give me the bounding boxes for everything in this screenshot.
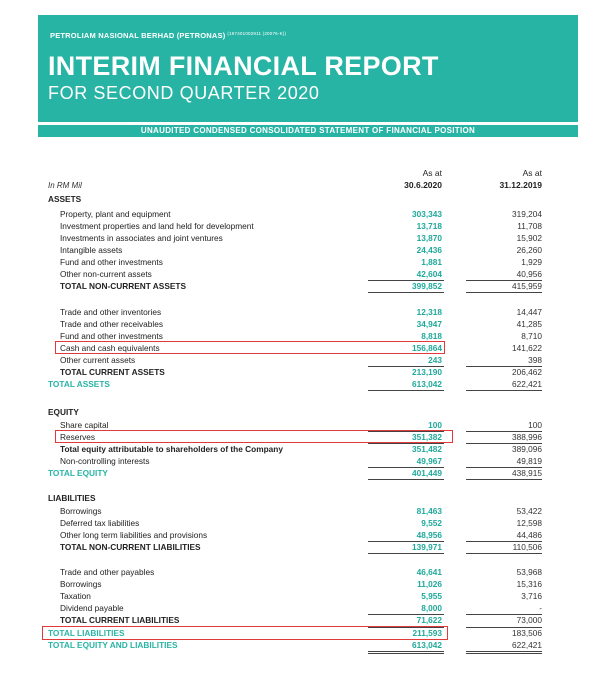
table-row: Trade and other receivables 34,947 41,285 <box>60 319 542 329</box>
report-header <box>38 15 578 122</box>
table-row: Investments in associates and joint ventures 13,870 15,902 <box>60 233 542 243</box>
table-row: Property, plant and equipment 303,343 319,204 <box>60 209 542 219</box>
table-row: Fund and other investments 1,881 1,929 <box>60 257 542 267</box>
total-rule <box>466 390 542 391</box>
total-row: TOTAL ASSETS 613,042 622,421 <box>48 379 542 389</box>
total-rule <box>368 479 444 480</box>
report-title: INTERIM FINANCIAL REPORT <box>48 51 439 81</box>
total-row: TOTAL CURRENT LIABILITIES 71,622 73,000 <box>60 615 542 625</box>
total-rule <box>368 653 444 654</box>
table-row: Trade and other payables 46,641 53,968 <box>60 567 542 577</box>
statement-title: UNAUDITED CONDENSED CONSOLIDATED STATEMENT OF FINANCIAL POSITION <box>38 125 578 137</box>
column-header-current: As at 30.6.2020 <box>404 168 442 190</box>
table-row-total-liabilities-highlighted: TOTAL LIABILITIES 211,593 183,506 <box>48 628 542 638</box>
total-row: TOTAL CURRENT ASSETS 213,190 206,462 <box>60 367 542 377</box>
table-row: Non-controlling interests 49,967 49,819 <box>60 456 542 466</box>
highlight-box <box>42 626 448 640</box>
total-rule <box>368 651 444 652</box>
total-rule <box>368 553 444 554</box>
company-name: PETROLIAM NASIONAL BERHAD (PETRONAS) $^{(197401002911 (20076-K))}$ <box>50 31 287 40</box>
table-row: Other current assets 243 398 <box>60 355 542 365</box>
section-heading-liabilities: LIABILITIES <box>48 493 96 503</box>
report-subtitle: FOR SECOND QUARTER 2020 <box>48 83 320 103</box>
currency-unit-label: In RM Mil <box>48 181 82 190</box>
section-heading-equity: EQUITY <box>48 407 79 417</box>
highlight-box <box>55 430 453 443</box>
total-rule <box>466 292 542 293</box>
table-row: Taxation 5,955 3,716 <box>60 591 542 601</box>
table-row: Dividend payable 8,000 - <box>60 603 542 613</box>
total-row: TOTAL NON-CURRENT LIABILITIES 139,971 110,506 <box>60 542 542 552</box>
total-rule <box>368 292 444 293</box>
table-row: Intangible assets 24,436 26,260 <box>60 245 542 255</box>
total-rule <box>466 479 542 480</box>
table-row: Trade and other inventories 12,318 14,447 <box>60 307 542 317</box>
company-registration-number: (197401002911 (20076-K)) <box>227 31 287 36</box>
column-header-prior: As at 31.12.2019 <box>499 168 542 190</box>
table-row: Other non-current assets 42,604 40,956 <box>60 269 542 279</box>
table-row-reserves-highlighted: Reserves 351,382 388,996 <box>60 432 542 442</box>
total-rule <box>466 653 542 654</box>
total-rule <box>368 390 444 391</box>
total-row: TOTAL NON-CURRENT ASSETS 399,852 415,959 <box>60 281 542 291</box>
table-row: Investment properties and land held for development 13,718 11,708 <box>60 221 542 231</box>
highlight-box <box>55 341 445 354</box>
table-row-cash-highlighted: Cash and cash equivalents 156,864 141,622 <box>60 343 542 353</box>
table-row: Borrowings 81,463 53,422 <box>60 506 542 516</box>
total-rule <box>466 651 542 652</box>
table-row: Fund and other investments 8,818 8,710 <box>60 331 542 341</box>
table-row: Other long term liabilities and provisions 48,956 44,486 <box>60 530 542 540</box>
total-rule <box>466 553 542 554</box>
table-row: Deferred tax liabilities 9,552 12,598 <box>60 518 542 528</box>
total-row: TOTAL EQUITY AND LIABILITIES 613,042 622,421 <box>48 640 542 650</box>
table-row: Share capital 100 100 <box>60 420 542 430</box>
table-row: Borrowings 11,026 15,316 <box>60 579 542 589</box>
total-row: Total equity attributable to shareholders of the Company 351,482 389,096 <box>60 444 542 454</box>
total-row: TOTAL EQUITY 401,449 438,915 <box>48 468 542 478</box>
section-heading-assets: ASSETS <box>48 194 82 204</box>
